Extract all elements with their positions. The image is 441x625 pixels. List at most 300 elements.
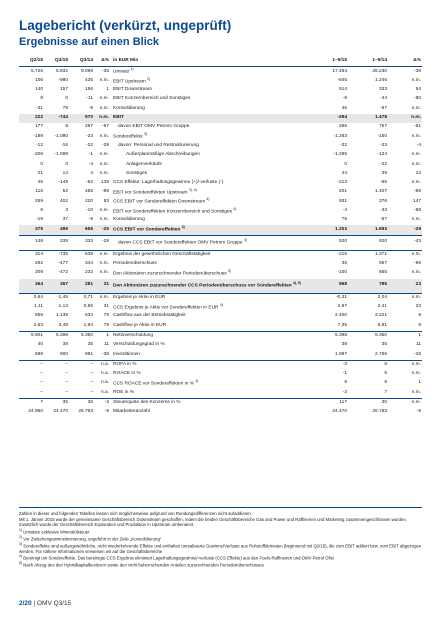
value-cell: n.m. xyxy=(411,152,421,158)
footnote-marker: 4), 5) xyxy=(293,281,301,286)
header-cell: Δ% xyxy=(94,57,110,67)
row-label xyxy=(110,408,308,417)
value-cell: -4 xyxy=(342,208,347,213)
row-label xyxy=(110,216,308,225)
row-label-text: EBIT Konzernbereich und Sonstiges xyxy=(113,96,191,102)
header-cell: Q3/14 xyxy=(69,57,94,67)
row-label xyxy=(110,142,308,151)
row-label-text: CCS EBIT vor Sondereffekten xyxy=(113,227,181,233)
value-cell: 75 xyxy=(341,217,347,223)
row-label xyxy=(110,179,308,188)
value-cell: 539 xyxy=(69,250,94,260)
row-label xyxy=(110,104,308,113)
value-cell: -31 xyxy=(36,105,43,111)
value-cell: n.m. xyxy=(388,250,422,260)
value-cell: 656 xyxy=(69,225,94,235)
value-cell: -29 xyxy=(102,142,109,148)
row-label xyxy=(110,398,308,408)
value-cell: 931 xyxy=(338,198,347,204)
value-cell: 31 xyxy=(103,304,109,310)
row-label xyxy=(110,67,308,77)
row-label xyxy=(110,132,308,141)
row-label xyxy=(110,331,308,341)
value-cell: -213 xyxy=(337,180,347,186)
value-cell: n.m. xyxy=(99,96,109,102)
footnote-number: 2) xyxy=(19,534,23,539)
value-cell: n.m. xyxy=(99,133,109,139)
row-label-text: Periodenüberschuss xyxy=(113,261,157,267)
table-row xyxy=(19,104,422,113)
value-cell: 333 xyxy=(378,87,387,93)
header-cell: 1–9/14 xyxy=(348,57,388,67)
footnote-marker: 3) xyxy=(144,132,148,137)
row-label xyxy=(110,260,308,269)
value-cell: 3,48 xyxy=(58,322,68,328)
value-cell: 5.398 xyxy=(308,331,348,341)
value-cell: -9 xyxy=(104,409,109,415)
value-cell: 9 xyxy=(344,380,347,386)
value-cell: n.m. xyxy=(94,114,110,123)
value-cell: 514 xyxy=(338,87,347,93)
value-cell: -9 xyxy=(416,409,421,415)
footnotes xyxy=(19,511,422,568)
value-cell: -88 xyxy=(414,208,421,213)
value-cell: -9 xyxy=(88,217,93,223)
header-cell: Q2/15 xyxy=(19,57,44,67)
footnote-text: Sondereffekte sind außergewöhnliche, nicht wiederkehrende Effekte und enthalten unrealisierte Gewinne/Verluste aus Rohstoffderivaten (beginnend mit Q2/15), die zum EBIT addiert bzw. vom EBIT abgezogen werden. Für nähere Informationen verweisen wir auf die Geschäftsbereiche xyxy=(19,543,422,554)
table-row xyxy=(19,279,422,294)
value-cell: 296 xyxy=(338,124,347,130)
value-cell: n.m. xyxy=(411,133,421,139)
value-cell: 7 xyxy=(19,398,44,408)
row-label xyxy=(110,389,308,399)
value-cell: 981 xyxy=(84,351,93,357)
value-cell: 31 xyxy=(94,279,110,294)
value-cell: 1 xyxy=(418,380,421,386)
value-cell: 1.135 xyxy=(55,313,68,319)
footnote xyxy=(19,528,422,535)
value-cell: -86 xyxy=(414,189,421,195)
value-cell: – xyxy=(65,371,68,377)
value-cell: -62 xyxy=(86,180,93,186)
row-label-text: EBIT vor Sondereffekten Konzernbereich und Sonstiges xyxy=(113,209,233,215)
value-cell: n.m. xyxy=(411,105,421,111)
value-cell: 36 xyxy=(341,261,347,267)
value-cell: 21 xyxy=(37,170,43,176)
header-cell: in EUR Mio xyxy=(110,57,308,67)
value-cell: 26.783 xyxy=(372,409,387,415)
value-cell: 0,64 xyxy=(19,293,44,303)
footnote-text: Nach Abzug des den Hybridkapitalbesitzern sowie den nicht beherrschenden Anteilen zuzurechnenden Periodenüberschusses xyxy=(23,562,264,568)
value-cell: 1.693 xyxy=(348,225,388,235)
document-name: OMV Q3/15 xyxy=(36,600,72,607)
value-cell: 148 xyxy=(19,235,44,250)
value-cell: 54 xyxy=(415,87,421,93)
value-cell: 333 xyxy=(69,235,94,250)
table-row xyxy=(19,235,422,250)
value-cell: n.m. xyxy=(411,371,421,377)
footnote-marker: 1) xyxy=(130,67,134,72)
row-label xyxy=(110,293,308,303)
value-cell: n.m. xyxy=(94,250,110,260)
value-cell: n.m. xyxy=(99,270,109,276)
value-cell: 0 xyxy=(65,96,68,102)
value-cell: 28.230 xyxy=(372,68,387,74)
value-cell: n.m. xyxy=(388,398,422,408)
value-cell: 117 xyxy=(308,398,348,408)
value-cell: – xyxy=(69,360,94,370)
value-cell: -149 xyxy=(58,180,68,186)
table-row xyxy=(19,303,422,312)
page-number: 2/20 xyxy=(19,600,32,607)
row-label-text: Anlagenverkäufe xyxy=(126,161,163,167)
value-cell: 38 xyxy=(62,342,68,348)
value-cell: – xyxy=(19,360,44,370)
footnote xyxy=(19,517,422,528)
row-label xyxy=(110,321,308,331)
row-label xyxy=(110,86,308,95)
value-cell: -0,31 xyxy=(308,293,348,303)
footnote-number: 4) xyxy=(19,554,23,559)
value-cell: 8 xyxy=(65,124,68,130)
row-label-text: Nettoverschuldung xyxy=(113,332,153,338)
value-cell: 2.766 xyxy=(374,351,387,357)
value-cell: -22 xyxy=(380,161,387,167)
value-cell: 495 xyxy=(44,225,69,235)
value-cell: 24.470 xyxy=(332,409,347,415)
footnote-text: Vor Zwischengewinneliminierung, angeführt in der Zeile „Konsolidierung“ xyxy=(23,536,162,542)
value-cell: 455 xyxy=(84,189,93,195)
table-header-row xyxy=(19,57,422,67)
table-row xyxy=(19,197,422,206)
value-cell: 24.960 xyxy=(28,409,43,415)
value-cell: 8 xyxy=(348,360,388,370)
value-cell: 0 xyxy=(65,161,68,167)
value-cell: 375 xyxy=(19,225,44,235)
footnote xyxy=(19,561,422,568)
value-cell: -28 xyxy=(94,235,110,250)
row-label xyxy=(110,235,308,250)
value-cell: -25 xyxy=(94,225,110,235)
value-cell: 39 xyxy=(381,170,387,176)
value-cell: 79 xyxy=(103,322,109,328)
value-cell: -12 xyxy=(36,142,43,148)
value-cell: n.m. xyxy=(411,161,421,167)
row-label-text: Außerplanmäßige Abschreibungen xyxy=(126,152,200,158)
footnote xyxy=(19,535,422,542)
value-cell: -134 xyxy=(377,152,387,158)
row-label xyxy=(110,279,308,294)
value-cell: 3 xyxy=(65,208,68,213)
value-cell: -19 xyxy=(36,217,43,223)
row-label-text: Cashflow je Aktie in EUR xyxy=(113,322,167,328)
page-title: Lagebericht (verkürzt, ungeprüft) xyxy=(19,18,232,33)
value-cell: 376 xyxy=(378,198,387,204)
value-cell: 1.203 xyxy=(308,225,348,235)
row-label-text: CCS ROACE vor Sondereffekten in % xyxy=(113,381,194,387)
footnote-marker: 4) xyxy=(233,206,237,211)
value-cell: n.m. xyxy=(99,170,109,176)
table-row xyxy=(19,379,422,388)
value-cell: 140 xyxy=(34,87,43,93)
row-label-text: Konsolidierung xyxy=(113,105,145,111)
value-cell: 402 xyxy=(59,198,68,204)
row-label-text: ROE in % xyxy=(113,389,135,395)
value-cell: -23 xyxy=(86,133,93,139)
value-cell: 2,41 xyxy=(377,304,387,310)
row-label xyxy=(110,350,308,360)
value-cell: 0 xyxy=(40,161,43,167)
table-row xyxy=(19,77,422,86)
row-label-text: ROFA in % xyxy=(113,361,137,367)
value-cell: n.m. xyxy=(411,77,421,83)
value-cell: 1 xyxy=(106,87,109,93)
table-row xyxy=(19,86,422,95)
table-row xyxy=(19,142,422,151)
value-cell: – xyxy=(40,380,43,386)
value-cell: 600 xyxy=(59,351,68,357)
value-cell: -96 xyxy=(414,261,421,267)
value-cell: 9.098 xyxy=(80,68,93,74)
row-label xyxy=(110,312,308,321)
value-cell: -65 xyxy=(380,180,387,186)
value-cell: -33 xyxy=(380,142,387,148)
value-cell: 30 xyxy=(348,398,388,408)
table-row xyxy=(19,341,422,350)
row-label xyxy=(110,360,308,370)
footnote-number: 1) xyxy=(19,527,23,532)
value-cell: 2.400 xyxy=(334,313,347,319)
table-row xyxy=(19,160,422,169)
value-cell: n.m. xyxy=(411,270,421,276)
table-row xyxy=(19,398,422,408)
value-cell: 36 xyxy=(69,398,94,408)
row-label-text: Ergebnis der gewöhnlichen Geschäftstätigkeit xyxy=(113,251,211,257)
row-label xyxy=(110,225,308,235)
value-cell: 23 xyxy=(388,279,422,294)
value-cell: 435 xyxy=(84,77,93,83)
value-cell: n.a. xyxy=(100,371,109,377)
value-cell: n.m. xyxy=(411,389,421,395)
row-label-text: Umsatz xyxy=(113,69,130,75)
value-cell: 79 xyxy=(103,313,109,319)
table-row xyxy=(19,216,422,225)
table-row xyxy=(19,321,422,331)
value-cell: 35 xyxy=(381,342,387,348)
value-cell: n.m. xyxy=(99,152,109,158)
value-cell: – xyxy=(44,360,69,370)
value-cell: 1,11 xyxy=(34,304,43,310)
value-cell: 281 xyxy=(69,279,94,294)
footnote-marker: 4) xyxy=(181,225,185,230)
value-cell: 5.398 xyxy=(44,331,69,341)
row-label-text: EBIT Downstream xyxy=(113,87,152,93)
value-cell: 1.997 xyxy=(334,351,347,357)
value-cell: 8 xyxy=(418,322,421,328)
value-cell: -1 xyxy=(88,152,93,158)
value-cell: – xyxy=(65,380,68,386)
value-cell: n.m. xyxy=(99,217,109,223)
value-cell: -1 xyxy=(342,371,347,377)
value-cell: n.m. xyxy=(94,293,110,303)
row-label xyxy=(110,207,308,216)
value-cell: -477 xyxy=(58,261,68,267)
row-label-text: CCS Ergebnis je Aktie vor Sondereffekten in EUR xyxy=(113,305,219,311)
value-cell: 222 xyxy=(19,114,44,123)
value-cell: -3 xyxy=(94,398,110,408)
row-label-text: EBIT Upstream xyxy=(113,79,146,85)
value-cell: 13 xyxy=(415,170,421,176)
value-cell: 7 xyxy=(384,389,387,395)
value-cell: 1.478 xyxy=(348,114,388,123)
value-cell: 35 xyxy=(87,342,93,348)
value-cell: 5.726 xyxy=(30,68,43,74)
table-row xyxy=(19,408,422,417)
value-cell: 7,35 xyxy=(337,322,347,328)
value-cell: 11 xyxy=(416,342,421,348)
value-cell: n.m. xyxy=(99,261,109,267)
table-row xyxy=(19,114,422,123)
value-cell: -1.295 xyxy=(333,152,347,158)
value-cell: -97 xyxy=(102,124,109,130)
results-table-body xyxy=(19,57,422,417)
footnote xyxy=(19,554,422,561)
value-cell: 23 xyxy=(415,304,421,310)
row-label-text: Den Aktionären zuzurechnender CCS Periodenüberschuss vor Sondereffekten xyxy=(113,283,292,289)
value-cell: 24.470 xyxy=(53,409,68,415)
value-cell: -57 xyxy=(380,105,387,111)
footnote-text: Mit 1. Jänner 2015 wurde der gemeinsame Geschäftsbereich Downstream geschaffen, indem die beiden Geschäftsbereiche Gas and Power und Raffinerien und Marketing zusammengeschlossen wurden. Zusätzlich wurde der Geschäftsbereich Exploration und Produktion in Upstream umbenannt. xyxy=(19,516,407,528)
value-cell: 220 xyxy=(84,198,93,204)
value-cell: -35 xyxy=(102,68,109,74)
row-label xyxy=(110,379,308,388)
row-label-text: Sondereffekte xyxy=(113,134,143,140)
value-cell: 6,81 xyxy=(377,322,387,328)
value-cell: 239 xyxy=(44,235,69,250)
row-label-text: EBIT xyxy=(113,115,124,121)
value-cell: -61 xyxy=(414,124,421,130)
row-label xyxy=(110,95,308,104)
page-footer xyxy=(19,600,71,607)
value-cell: 11 xyxy=(104,342,109,348)
value-cell: – xyxy=(40,389,43,395)
footnote-number: 3) xyxy=(19,541,23,546)
row-label-text: ROACE in % xyxy=(113,371,141,377)
table-row xyxy=(19,188,422,197)
value-cell: 957 xyxy=(378,261,387,267)
footnote-marker: 4) xyxy=(243,238,247,243)
value-cell: -3 xyxy=(308,360,348,370)
value-cell: 78 xyxy=(62,105,68,111)
table-row xyxy=(19,179,422,188)
value-cell: -16 xyxy=(61,142,68,148)
value-cell: 858 xyxy=(34,313,43,319)
row-label-text: Sonstiges xyxy=(126,170,148,176)
value-cell: 83 xyxy=(103,198,109,204)
footer-sep: | xyxy=(33,600,37,607)
value-cell: 1,13 xyxy=(58,304,68,310)
value-cell: 5.901 xyxy=(19,331,44,341)
value-cell: -57 xyxy=(380,217,387,223)
value-cell: 1 xyxy=(94,331,110,341)
row-label xyxy=(110,197,308,206)
value-cell: 106 xyxy=(34,77,43,83)
value-cell: 40 xyxy=(37,342,43,348)
value-cell: 0,86 xyxy=(83,304,93,310)
footnote-marker: 4) xyxy=(219,302,223,307)
value-cell: 2,97 xyxy=(337,304,347,310)
value-cell: n.m. xyxy=(99,161,109,167)
row-label xyxy=(110,303,308,312)
value-cell: -38 xyxy=(102,351,109,357)
value-cell: -32 xyxy=(340,142,347,148)
table-row xyxy=(19,269,422,278)
notes-divider xyxy=(19,507,422,508)
value-cell: 570 xyxy=(69,114,94,123)
footnote-marker: 5) xyxy=(227,269,231,274)
value-cell: 8 xyxy=(40,96,43,102)
row-label-text: davon EBIT OMV Petrom Gruppe xyxy=(118,124,190,130)
value-cell: n.m. xyxy=(411,217,421,223)
value-cell: 4 xyxy=(90,170,93,176)
value-cell: 920 xyxy=(348,235,388,250)
value-cell: -845 xyxy=(337,77,347,83)
value-cell: -198 xyxy=(33,133,43,139)
header-cell: 1–9/15 xyxy=(308,57,348,67)
table-row xyxy=(19,250,422,260)
value-cell: 1.371 xyxy=(348,250,388,260)
value-cell: 139 xyxy=(100,180,109,186)
value-cell: -294 xyxy=(308,114,348,123)
row-label-text: Investitionen xyxy=(113,351,140,357)
value-cell: 5.350 xyxy=(348,331,388,341)
value-cell: 9 xyxy=(40,208,43,213)
row-label xyxy=(110,123,308,132)
value-cell: -9 xyxy=(88,105,93,111)
table-row xyxy=(19,331,422,341)
value-cell: 1,94 xyxy=(83,322,93,328)
value-cell: 232 xyxy=(84,270,93,276)
row-label-text: davon: Personal und Restrukturierung xyxy=(118,142,199,148)
value-cell: 1.246 xyxy=(374,77,387,83)
row-label xyxy=(110,151,308,160)
value-cell: 45 xyxy=(37,180,43,186)
value-cell: 1 xyxy=(388,331,422,341)
value-cell: 364 xyxy=(19,279,44,294)
value-cell: n.m. xyxy=(411,180,421,186)
value-cell: 37 xyxy=(62,217,68,223)
value-cell: n.a. xyxy=(100,389,109,395)
value-cell: 287 xyxy=(84,124,93,130)
header-cell: Δ% xyxy=(388,57,422,67)
value-cell: n.m. xyxy=(388,114,422,123)
value-cell: -29 xyxy=(388,225,422,235)
row-label-text: davon CCS EBIT vor Sondereffekten OMV Petrom Gruppe xyxy=(118,241,243,247)
value-cell: -735 xyxy=(44,250,69,260)
table-row xyxy=(19,389,422,399)
value-cell: 1.407 xyxy=(374,189,387,195)
value-cell: n.a. xyxy=(100,380,109,386)
value-cell: -150 xyxy=(377,133,387,139)
results-table xyxy=(19,57,422,417)
value-cell: -89 xyxy=(102,189,109,195)
value-cell: 634 xyxy=(84,313,93,319)
row-label xyxy=(110,160,308,169)
value-cell: 177 xyxy=(34,124,43,130)
value-cell: -206 xyxy=(33,152,43,158)
value-cell: 52 xyxy=(62,189,68,195)
value-cell: 14 xyxy=(62,170,68,176)
